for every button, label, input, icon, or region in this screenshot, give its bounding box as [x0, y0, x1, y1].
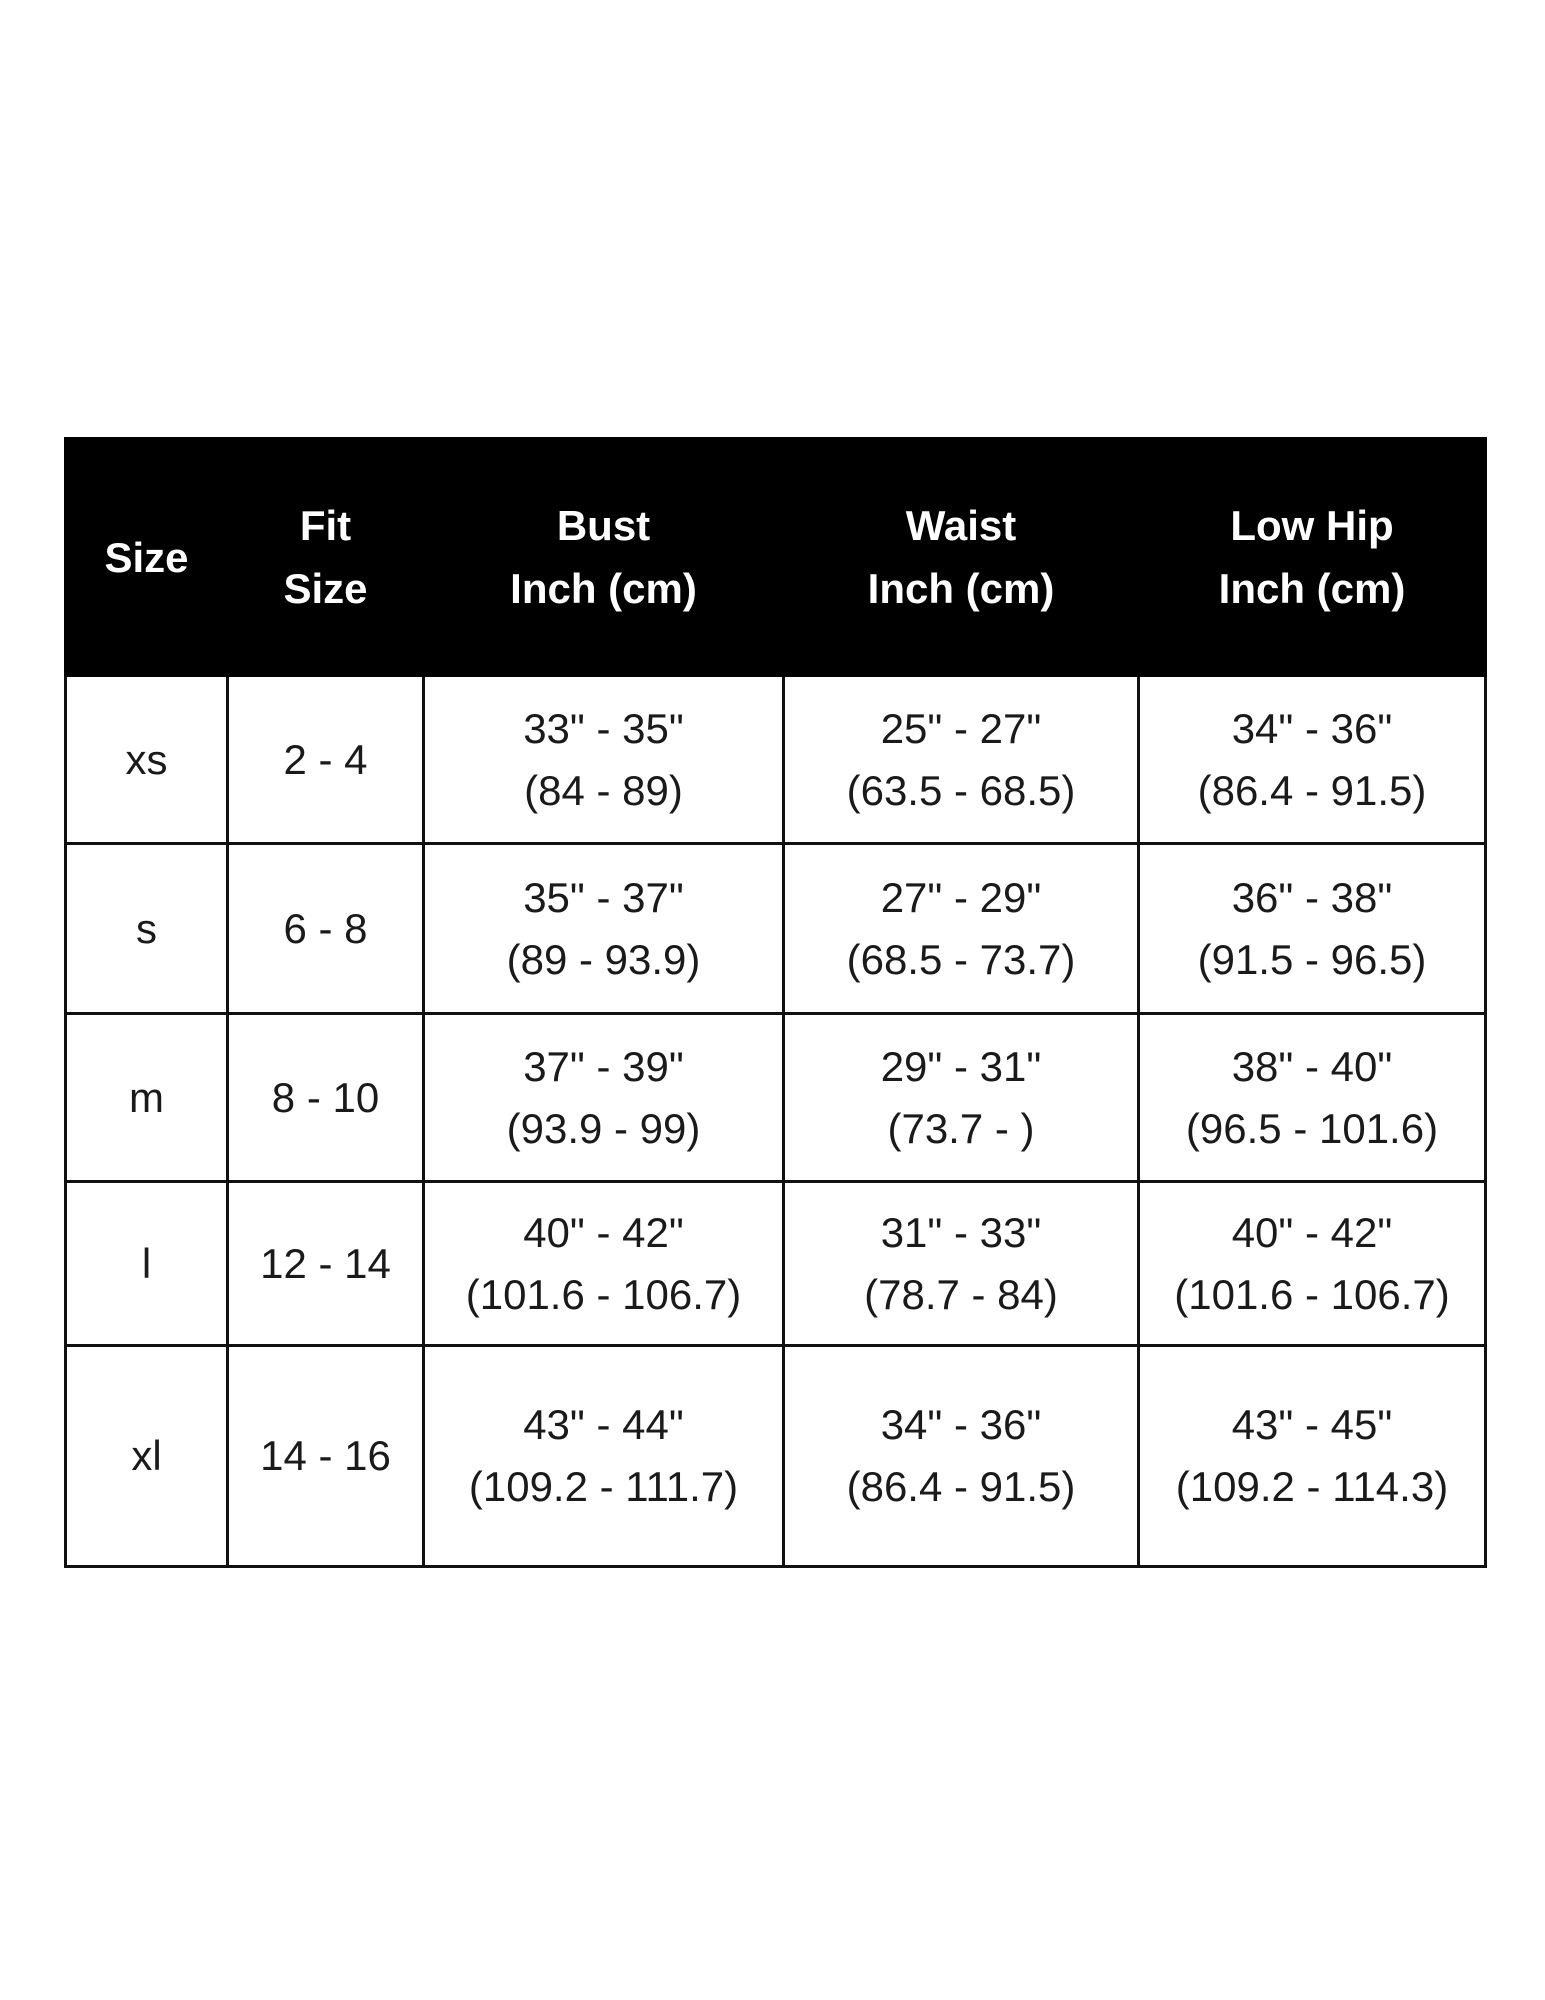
waist-inch: 25" - 27": [880, 704, 1042, 752]
bust-cell: [424, 676, 784, 844]
waist-cell: [784, 844, 1139, 1014]
bust-cm: (93.9 - 99): [506, 1104, 701, 1152]
header-size-label: Size: [104, 533, 189, 581]
low-hip-cell: [1139, 1182, 1486, 1346]
waist-cell: [784, 1346, 1139, 1567]
low-hip-cm: (96.5 - 101.6): [1185, 1104, 1439, 1152]
size-cell: xl: [66, 1346, 228, 1567]
header-low-hip-line1: Low Hip: [1230, 502, 1394, 549]
header-waist-line2: Inch (cm): [867, 565, 1055, 612]
header-fit-size-line1: Fit: [299, 502, 352, 549]
table-row: [66, 1182, 1486, 1346]
bust-cm: (89 - 93.9): [506, 935, 701, 983]
bust-cell: [424, 1014, 784, 1182]
table-row: [66, 1014, 1486, 1182]
bust-inch: 35" - 37": [523, 873, 684, 921]
header-waist: [784, 439, 1139, 676]
fit-size-cell: 14 - 16: [228, 1346, 424, 1567]
low-hip-cell: [1139, 676, 1486, 844]
waist-inch: 29" - 31": [880, 1042, 1042, 1090]
low-hip-cm: (91.5 - 96.5): [1197, 935, 1427, 983]
bust-cm: (84 - 89): [524, 766, 683, 814]
low-hip-inch: 34" - 36": [1231, 704, 1393, 752]
waist-cm: (68.5 - 73.7): [846, 935, 1076, 983]
header-size: [66, 439, 228, 676]
bust-inch: 33" - 35": [523, 704, 684, 752]
waist-cm: (73.7 - ): [887, 1104, 1035, 1152]
bust-cm: (109.2 - 111.7): [468, 1463, 739, 1510]
waist-cm: (78.7 - 84): [864, 1270, 1058, 1318]
table-body: [66, 676, 1486, 1567]
low-hip-inch: 38" - 40": [1231, 1042, 1393, 1090]
header-fit-size: [228, 439, 424, 676]
bust-inch: 43" - 44": [523, 1401, 684, 1448]
fit-size-cell: 2 - 4: [228, 676, 424, 844]
table-header: [66, 439, 1486, 676]
fit-size-cell: 6 - 8: [228, 844, 424, 1014]
header-waist-line1: Waist: [905, 502, 1017, 549]
bust-cell: [424, 1182, 784, 1346]
size-cell: m: [66, 1014, 228, 1182]
table-row: [66, 1346, 1486, 1567]
bust-inch: 37" - 39": [523, 1042, 684, 1090]
waist-cell: [784, 1182, 1139, 1346]
header-bust-line2: Inch (cm): [510, 565, 697, 612]
waist-inch: 31" - 33": [880, 1208, 1042, 1256]
low-hip-inch: 36" - 38": [1231, 873, 1393, 921]
header-bust-line1: Bust: [556, 502, 651, 549]
table-row: [66, 844, 1486, 1014]
bust-cell: [424, 844, 784, 1014]
waist-cell: [784, 676, 1139, 844]
waist-inch: 27" - 29": [880, 873, 1042, 921]
header-bust: [424, 439, 784, 676]
header-row: [66, 439, 1486, 676]
low-hip-cell: [1139, 844, 1486, 1014]
size-cell: l: [66, 1182, 228, 1346]
header-low-hip: [1139, 439, 1486, 676]
fit-size-cell: 8 - 10: [228, 1014, 424, 1182]
low-hip-cm: (109.2 - 114.3): [1175, 1463, 1449, 1510]
bust-inch: 40" - 42": [523, 1208, 684, 1256]
table-row: [66, 676, 1486, 844]
low-hip-cm: (101.6 - 106.7): [1174, 1270, 1450, 1318]
size-chart-table: [64, 437, 1487, 1568]
low-hip-inch: 43" - 45": [1231, 1401, 1393, 1448]
bust-cell: [424, 1346, 784, 1567]
size-cell: xs: [66, 676, 228, 844]
fit-size-cell: 12 - 14: [228, 1182, 424, 1346]
size-cell: s: [66, 844, 228, 1014]
waist-cm: (86.4 - 91.5): [846, 1463, 1076, 1510]
low-hip-cm: (86.4 - 91.5): [1197, 766, 1427, 814]
header-fit-size-line2: Size: [283, 565, 368, 612]
low-hip-cell: [1139, 1014, 1486, 1182]
waist-cell: [784, 1014, 1139, 1182]
waist-inch: 34" - 36": [880, 1401, 1042, 1448]
low-hip-cell: [1139, 1346, 1486, 1567]
header-low-hip-line2: Inch (cm): [1218, 565, 1406, 612]
bust-cm: (101.6 - 106.7): [465, 1270, 742, 1318]
waist-cm: (63.5 - 68.5): [846, 766, 1076, 814]
low-hip-inch: 40" - 42": [1231, 1208, 1393, 1256]
